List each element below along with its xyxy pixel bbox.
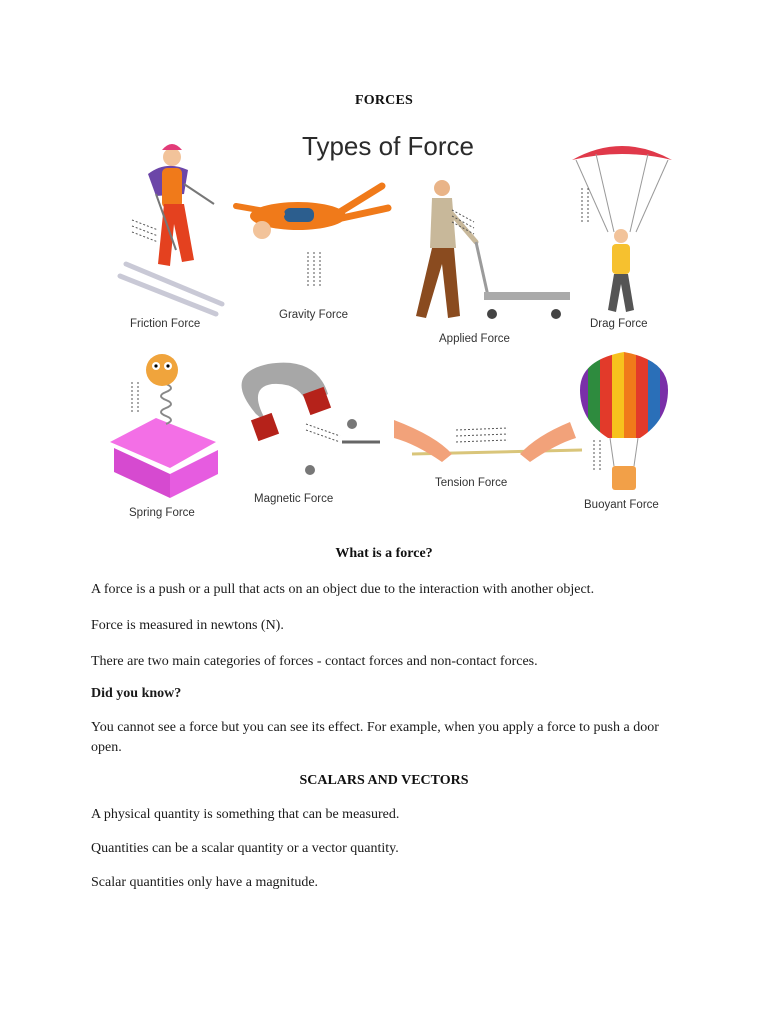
scalars-vectors-heading: SCALARS AND VECTORS	[299, 773, 469, 788]
newtons-paragraph: Force is measured in newtons (N).	[91, 618, 284, 633]
skydiver-illustration	[236, 186, 388, 286]
scalar-vector-paragraph: Quantities can be a scalar quantity or a vector quantity.	[91, 841, 399, 856]
tension-force-label: Tension Force	[435, 477, 508, 489]
infographic-title: Types of Force	[302, 131, 474, 161]
tug-of-war-illustration	[394, 420, 582, 462]
cart-pusher-illustration	[416, 180, 570, 319]
parachute-illustration	[572, 146, 672, 312]
skier-illustration	[120, 144, 222, 314]
spring-force-label: Spring Force	[129, 507, 195, 519]
hot-air-balloon-illustration	[576, 344, 672, 490]
physical-quantity-paragraph: A physical quantity is something that can be measured.	[91, 807, 400, 822]
buoyant-force-label: Buoyant Force	[584, 499, 659, 511]
force-definition-paragraph: A force is a push or a pull that acts on an object due to the interaction with another object.	[91, 582, 595, 597]
effect-paragraph: You cannot see a force but you can see its effect. For example, when you apply a force to push a door open.	[91, 720, 659, 755]
gravity-force-label: Gravity Force	[279, 309, 349, 321]
what-is-a-force-heading: What is a force?	[335, 546, 433, 561]
types-of-force-infographic	[96, 124, 680, 536]
horseshoe-magnet-illustration	[242, 363, 380, 475]
scalar-magnitude-paragraph: Scalar quantities only have a magnitude.	[91, 875, 319, 890]
infographic-illustrations	[96, 124, 680, 536]
applied-force-label: Applied Force	[439, 333, 510, 345]
categories-paragraph: There are two main categories of forces - contact forces and non-contact forces.	[91, 654, 538, 669]
did-you-know-heading: Did you know?	[91, 686, 182, 701]
friction-force-label: Friction Force	[130, 318, 201, 330]
spring-box-illustration	[110, 354, 218, 498]
drag-force-label: Drag Force	[590, 318, 648, 330]
page-title: FORCES	[355, 93, 413, 108]
magnetic-force-label: Magnetic Force	[254, 493, 334, 505]
